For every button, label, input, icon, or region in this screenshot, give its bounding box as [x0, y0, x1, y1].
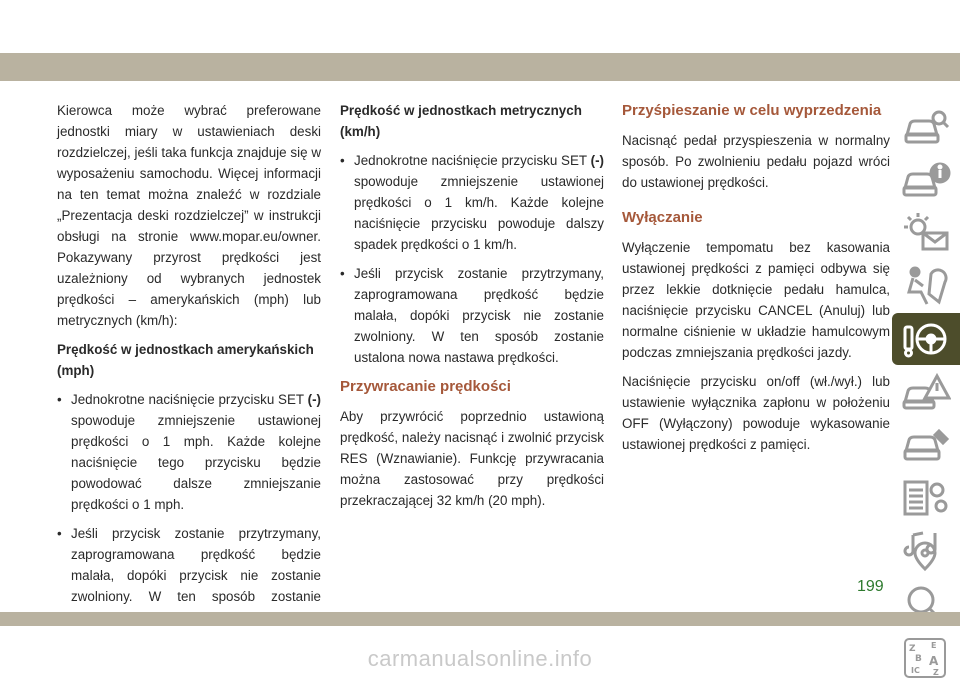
chapter-tabs	[892, 101, 960, 684]
tab-car-service[interactable]	[892, 419, 960, 471]
disable-title: Wyłączanie	[622, 209, 703, 226]
svg-text:Z: Z	[933, 668, 939, 677]
item-text: Jednokrotne naciśnięcie przycisku SET	[354, 153, 591, 168]
checklist-gear-icon	[901, 476, 951, 520]
svg-text:IC: IC	[911, 666, 920, 675]
intro-paragraph: Kierowca może wybrać preferowane jednostki miary w ustawieniach deski rozdzielczej, jeśli taka funkcja znajduje się w wyposażeniu samochodu. Więcej informacji na ten temat można znaleźć w rozdziale „Prezentacja deski rozdzielczej” w instrukcji obsługi na stronie www.mopar.eu/owner. Pokazywany przyrost prędkości jest uzależniony od wybranych jednostek prędkości – amerykańskich (mph) lub metrycznych (km/h):	[57, 103, 321, 328]
item-text: Jednokrotne naciśnięcie przycisku SET	[71, 392, 308, 407]
tab-steering-wheel[interactable]	[892, 313, 960, 365]
item-text: Jeśli przycisk zostanie przytrzymany, zaprogramowana prędkość będzie malała, dopóki przycisk nie zostanie zwolniony. W ten sposób zostanie ustalona nowa nastawa prędkości.	[354, 266, 604, 365]
page-number: 199	[857, 578, 884, 595]
svg-text:E: E	[931, 641, 937, 650]
tab-warning-car[interactable]	[892, 366, 960, 418]
car-service-icon	[901, 423, 951, 467]
tab-light-mail[interactable]	[892, 207, 960, 259]
mph-list	[57, 389, 321, 628]
steering-wheel-icon	[901, 317, 951, 361]
restore-speed-title: Przywracanie prędkości	[340, 378, 511, 395]
car-search-icon	[901, 105, 951, 149]
svg-text:Z: Z	[909, 644, 916, 654]
person-airbag-icon	[901, 264, 951, 308]
item-text: Jeśli przycisk zostanie przytrzymany, zaprogramowana prędkość będzie malała, dopóki przycisk nie zostanie zwolniony. W ten sposób zostanie	[71, 526, 321, 604]
accelerate-text: Nacisnąć pedał przyspieszenia w normalny sposób. Po zwolnieniu pedału pojazd wróci do ustawionej prędkości.	[622, 133, 890, 190]
header-bar	[0, 53, 960, 81]
tab-car-search[interactable]	[892, 101, 960, 153]
disable-text: Wyłączenie tempomatu bez kasowania ustawionej prędkości z pamięci odbywa się przez lekkie dotknięcie pedału hamulca, naciśnięcie przycisku CANCEL (Anuluj) lub normalne ciśnienie w układzie hamulcowym podczas zmniejszania prędkości jazdy.	[622, 240, 890, 360]
light-mail-icon	[901, 211, 951, 255]
tab-person-airbag[interactable]	[892, 260, 960, 312]
reset-text: Naciśnięcie przycisku on/off (wł./wył.) lub ustawienie wyłącznika zapłonu w położeniu OFF (Wyłączony) powoduje wykasowanie ustawionej prędkości z pamięci.	[622, 374, 890, 452]
list-item	[340, 263, 604, 368]
item-text: spowoduje zmniejszenie ustawionej prędkości o 1 mph. Każde kolejne naciśnięcie tego przycisku będzie powodować dalsze zmniejszanie prędkości o 1 mph.	[71, 413, 321, 512]
column-1	[57, 100, 321, 636]
tab-car-info[interactable]	[892, 154, 960, 206]
top-band	[0, 0, 960, 30]
accelerate-title: Przyśpieszanie w celu wyprzedzenia	[622, 102, 882, 119]
tab-media-nav[interactable]	[892, 525, 960, 577]
list-item	[57, 389, 321, 515]
svg-text:B: B	[915, 654, 922, 664]
list-item	[340, 150, 604, 255]
car-info-icon	[901, 158, 951, 202]
kmh-list	[340, 150, 604, 368]
restore-speed-text: Aby przywrócić poprzednio ustawioną prędkość, należy nacisnąć i zwolnić przycisk RES (Wznawianie). Funkcję przywracania można zastosować przy prędkości przekraczającej 32 km/h (20 mph).	[340, 409, 604, 508]
key-label: (-)	[307, 392, 321, 407]
kmh-heading: Prędkość w jednostkach metrycznych (km/h)	[340, 103, 582, 139]
media-nav-icon	[901, 529, 951, 573]
watermark: carmanualsonline.info	[367, 646, 593, 671]
key-label: (-)	[590, 153, 604, 168]
warning-car-icon	[901, 370, 951, 414]
tab-checklist-gear[interactable]	[892, 472, 960, 524]
svg-text:A: A	[929, 654, 939, 668]
column-2	[340, 100, 604, 519]
column-3	[622, 100, 890, 463]
item-text: spowoduje zmniejszenie ustawionej prędkości o 1 km/h. Każde kolejne naciśnięcie przycisku powoduje dalszy spadek prędkości o 1 km/h.	[354, 174, 604, 252]
mph-heading: Prędkość w jednostkach amerykańskich (mph)	[57, 342, 314, 378]
footer-bar	[0, 612, 960, 626]
